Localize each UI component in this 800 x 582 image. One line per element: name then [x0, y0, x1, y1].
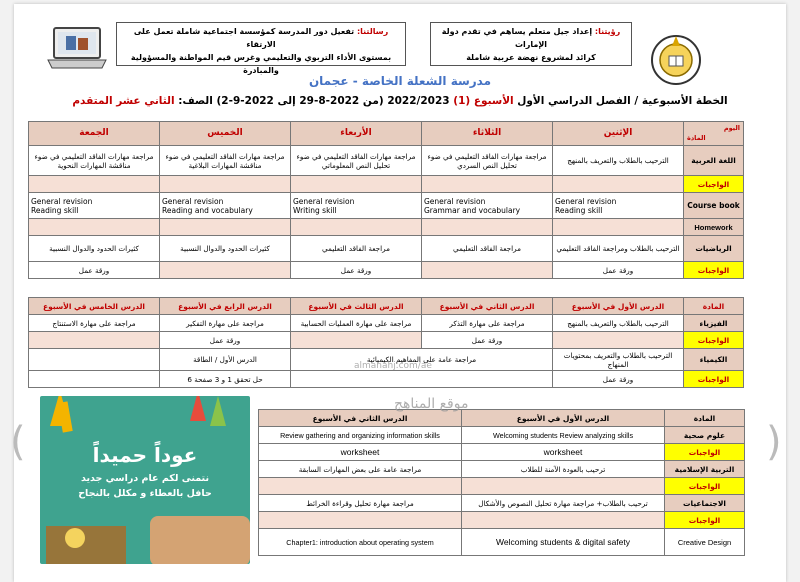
lesson-cell — [29, 349, 160, 371]
lesson-cell: مراجعة عامة على المفاهيم الكيميائية — [291, 349, 553, 371]
lesson-cell — [291, 193, 422, 219]
lesson-line: Reading skill — [31, 205, 79, 215]
daily-subjects-table — [28, 121, 744, 279]
lesson-line: General revision — [31, 196, 93, 206]
homework-cell: ورقة عمل — [291, 262, 422, 279]
lesson-line: General revision — [293, 196, 355, 206]
homework-label: الواجبات — [684, 371, 744, 388]
lesson-cell: مراجعة على مهارة العمليات الحسابية — [291, 315, 422, 332]
lesson-header: الدرس الأول في الأسبوع — [462, 410, 665, 427]
subject-cell: Course book — [684, 193, 744, 219]
homework-cell — [29, 332, 160, 349]
table-row — [29, 371, 744, 388]
homework-cell — [291, 219, 422, 236]
lesson-cell: مراجعة مهارة تحليل وقراءة الخرائط — [259, 495, 462, 512]
homework-cell: ورقة عمل — [160, 332, 291, 349]
table-row — [259, 512, 745, 529]
homework-cell — [422, 176, 553, 193]
lesson-cell: Review gathering and organizing information skills — [259, 427, 462, 444]
lesson-cell: كثيرات الحدود والدوال النسبية — [160, 236, 291, 262]
plan-page — [10, 4, 786, 582]
lesson-line: General revision — [424, 196, 486, 206]
lesson-cell: الترحيب بالطلاب والتعريف بالمنهج — [553, 315, 684, 332]
table-row — [259, 529, 745, 556]
banner-line1: نتمنى لكم عام دراسي جديد — [80, 473, 210, 484]
homework-cell — [553, 176, 684, 193]
table-row — [29, 176, 744, 193]
lesson-cell: ترحيب بالعودة الآمنة للطلاب — [462, 461, 665, 478]
lesson-cell: مراجعة الفاقد التعليمي — [422, 236, 553, 262]
banner-title: عوداً حميداً — [92, 443, 198, 467]
homework-cell — [422, 262, 553, 279]
lesson-cell: ترحيب بالطلاب+ مراجعة مهارة تحليل النصوص والأشكال — [462, 495, 665, 512]
lesson-cell: مراجعة الفاقد التعليمي — [291, 236, 422, 262]
plan-title-text: الخطة الأسبوعية / الفصل الدراسي الأول — [513, 95, 728, 107]
homework-cell: ورقة عمل — [553, 262, 684, 279]
homework-cell — [259, 478, 462, 495]
homework-cell — [160, 262, 291, 279]
lessons-header-row — [29, 298, 744, 315]
subject-header: المادة — [684, 298, 744, 315]
vision-label: رؤيتنا: — [594, 27, 621, 36]
welcome-banner — [40, 396, 250, 564]
other-subjects-table — [258, 409, 745, 556]
homework-cell — [160, 176, 291, 193]
lesson-line: Grammar and vocabulary — [424, 205, 521, 215]
homework-cell — [259, 512, 462, 529]
homework-label: الواجبات — [684, 262, 744, 279]
banner-line2: حافل بالعطاء و مكلل بالنجاح — [78, 488, 212, 499]
homework-cell — [291, 176, 422, 193]
homework-cell: حل تحقق 1 و 3 صفحة 6 — [160, 371, 291, 388]
homework-cell: worksheet — [462, 444, 665, 461]
vision-box — [430, 22, 632, 66]
homework-cell: worksheet — [259, 444, 462, 461]
lesson-cell: مراجعة مهارات الفاقد التعليمي في ضوء مناقشة المهارات البلاغية — [160, 146, 291, 176]
lesson-cell: مراجعة على مهارة التذكر — [422, 315, 553, 332]
lesson-line: Reading skill — [555, 205, 603, 215]
table-row — [259, 461, 745, 478]
days-header-row — [29, 122, 744, 146]
homework-cell — [29, 219, 160, 236]
mission-line1: تفعيل دور المدرسة كمؤسسة اجتماعية شاملة تعمل على الارتقاء — [133, 27, 355, 49]
weekly-lessons-table — [28, 297, 744, 388]
table-row — [29, 315, 744, 332]
homework-cell — [291, 332, 422, 349]
lesson-cell: Welcoming students Review analyzing skills — [462, 427, 665, 444]
subject-cell: الكيمياء — [684, 349, 744, 371]
homework-cell — [29, 176, 160, 193]
table-row — [29, 219, 744, 236]
table-row — [29, 236, 744, 262]
plan-grade: الثاني عشر المتقدم — [72, 95, 175, 107]
lesson-cell: الدرس الأول / الطاقة — [160, 349, 291, 371]
plan-title — [14, 95, 786, 107]
day-header: الخميس — [160, 122, 291, 146]
lesson-header: الدرس الثاني في الأسبوع — [422, 298, 553, 315]
homework-cell — [29, 371, 160, 388]
subject-cell: Homework — [684, 219, 744, 236]
scan-bracket-right: ) — [766, 419, 782, 465]
table-row — [259, 478, 745, 495]
table-row — [29, 332, 744, 349]
table-row — [259, 495, 745, 512]
homework-label: الواجبات — [665, 512, 745, 529]
mission-label: رسالتنا: — [356, 27, 389, 36]
lesson-header: الدرس الثالث في الأسبوع — [291, 298, 422, 315]
subject-cell: الاجتماعيات — [665, 495, 745, 512]
lesson-cell: مراجعة مهارات الفاقد التعليمي في ضوء مناقشة المهارات النحوية — [29, 146, 160, 176]
mission-line2: بمستوى الأداء التربوي والتعليمي وغرس قيم المواطنة والمسؤولية والمبادرة — [130, 53, 392, 75]
day-header: الثلاثاء — [422, 122, 553, 146]
homework-label: الواجبات — [684, 176, 744, 193]
subject-cell: Creative Design — [665, 529, 745, 556]
lesson-cell — [422, 193, 553, 219]
lesson-cell: مراجعة على مهارة التفكير — [160, 315, 291, 332]
homework-cell — [462, 512, 665, 529]
school-name: مدرسة الشعلة الخاصة - عجمان — [308, 74, 492, 88]
lesson-cell — [29, 193, 160, 219]
lesson-cell: الترحيب بالطلاب والتعريف بالمنهج — [553, 146, 684, 176]
lesson-cell — [553, 193, 684, 219]
subject-cell: علوم صحية — [665, 427, 745, 444]
day-header: الإثنين — [553, 122, 684, 146]
subject-cell: التربية الإسلامية — [665, 461, 745, 478]
homework-cell — [160, 219, 291, 236]
plan-week: الأسبوع (1) — [449, 95, 514, 107]
homework-cell — [291, 371, 553, 388]
homework-label: الواجبات — [665, 478, 745, 495]
lesson-line: Writing skill — [293, 205, 337, 215]
homework-label: الواجبات — [684, 332, 744, 349]
laptop-books-image — [44, 24, 110, 76]
lesson-cell: مراجعة عامة على بعض المهارات السابقة — [259, 461, 462, 478]
table-row — [29, 146, 744, 176]
lesson-line: General revision — [555, 196, 617, 206]
lesson-header: الدرس الأول في الأسبوع — [553, 298, 684, 315]
homework-label: الواجبات — [665, 444, 745, 461]
day-header: الأربعاء — [291, 122, 422, 146]
homework-cell — [462, 478, 665, 495]
subject-cell: الفيزياء — [684, 315, 744, 332]
lesson-cell: كثيرات الحدود والدوال النسبية — [29, 236, 160, 262]
lesson-cell: Chapter1: introduction about operating system — [259, 529, 462, 556]
lesson-cell: مراجعة مهارات الفاقد التعليمي في ضوء تحليل النص السردي — [422, 146, 553, 176]
table-row — [259, 444, 745, 461]
corner-day: اليوم — [723, 124, 740, 132]
plan-dates: 2022/2023 (من 2022-8-29 إلى 2022-9-2) الصف: — [174, 95, 450, 107]
subject-cell: الرياضيات — [684, 236, 744, 262]
watermark-text: almanahj.com/ae — [354, 361, 432, 371]
lesson-header: الدرس الثاني في الأسبوع — [259, 410, 462, 427]
homework-cell: ورقة عمل — [553, 371, 684, 388]
lesson-cell: الترحيب بالطلاب ومراجعة الفاقد التعليمي — [553, 236, 684, 262]
subject-header: المادة — [665, 410, 745, 427]
corner-subject: المادة — [687, 134, 706, 142]
subject-cell: اللغة العربية — [684, 146, 744, 176]
homework-cell: ورقة عمل — [29, 262, 160, 279]
homework-cell — [422, 219, 553, 236]
mission-box — [116, 22, 406, 75]
lesson-cell: مراجعة على مهارة الاستنتاج — [29, 315, 160, 332]
homework-cell — [553, 219, 684, 236]
lessons-header-row — [259, 410, 745, 427]
table-row — [29, 262, 744, 279]
lesson-cell: الترحيب بالطلاب والتعريف بمحتويات المنهاج — [553, 349, 684, 371]
lesson-line: General revision — [162, 196, 224, 206]
lesson-header: الدرس الرابع في الأسبوع — [160, 298, 291, 315]
vision-line2: كرائد لمشروع نهضة عربية شاملة — [466, 53, 596, 62]
watermark-text: موقع المناهج — [394, 396, 469, 412]
lesson-line: Reading and vocabulary — [162, 205, 253, 215]
homework-cell — [553, 332, 684, 349]
table-row — [29, 193, 744, 219]
table-row — [259, 427, 745, 444]
homework-cell: ورقة عمل — [422, 332, 553, 349]
table-corner — [684, 122, 744, 146]
lesson-header: الدرس الخامس في الأسبوع — [29, 298, 160, 315]
lesson-cell: مراجعة مهارات الفاقد التعليمي في ضوء تحليل النص المعلوماتي — [291, 146, 422, 176]
lesson-cell — [160, 193, 291, 219]
lesson-cell: Welcoming students & digital safety — [462, 529, 665, 556]
scan-bracket-left: ( — [10, 419, 26, 465]
day-header: الجمعة — [29, 122, 160, 146]
vision-line1: إعداد جيل متعلم يساهم في تقدم دولة الإمارات — [441, 27, 593, 49]
